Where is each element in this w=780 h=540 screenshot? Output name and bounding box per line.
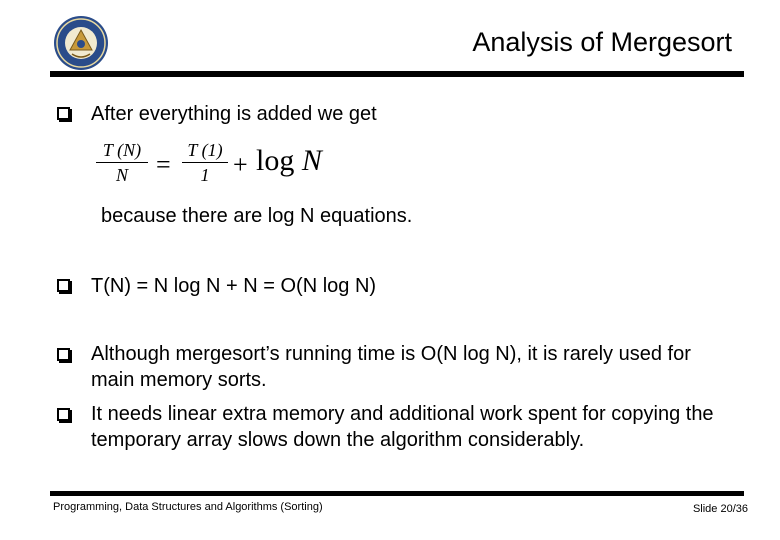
slide-number: Slide 20/36 [692, 503, 748, 515]
bullet-item [57, 100, 737, 128]
bullet-item [57, 272, 737, 300]
log-variable: N [301, 144, 322, 177]
slide-title: Analysis of Mergesort [472, 27, 732, 57]
checkbox-bullet-icon [57, 348, 70, 361]
footer-rule [50, 491, 744, 496]
header-rule [50, 71, 744, 77]
log-term [256, 144, 322, 178]
bullet-item [57, 401, 737, 453]
rhs-denominator: 1 [200, 165, 210, 185]
bullet-text: Although mergesort’s running time is O(N log N), it is rarely used for main memory sorts. [91, 343, 691, 391]
lhs-numerator: T (N) [102, 140, 142, 160]
log-word: log [256, 144, 295, 177]
recurrence-formula [96, 140, 356, 190]
rhs-fraction [182, 140, 228, 185]
rhs-numerator: T (1) [187, 140, 223, 160]
course-footer: Programming, Data Structures and Algorithms (Sorting) [53, 501, 323, 513]
bullet-text: It needs linear extra memory and additional work spent for copying the temporary array slows down the algorithm considerably. [91, 403, 714, 451]
bullet-text: T(N) = N log N + N = O(N log N) [91, 275, 377, 297]
bullet-item [57, 341, 737, 393]
university-seal-logo [52, 14, 110, 72]
lhs-fraction [96, 140, 148, 185]
fraction-bar [96, 162, 148, 163]
checkbox-bullet-icon [57, 107, 70, 120]
fraction-bar [182, 162, 228, 163]
bullet-text: After everything is added we get [91, 103, 377, 125]
plus-sign: + [233, 150, 248, 179]
checkbox-bullet-icon [57, 279, 70, 292]
continuation-text: because there are log N equations. [101, 205, 413, 227]
equals-sign: = [156, 150, 171, 179]
lhs-denominator: N [115, 165, 128, 185]
checkbox-bullet-icon [57, 408, 70, 421]
